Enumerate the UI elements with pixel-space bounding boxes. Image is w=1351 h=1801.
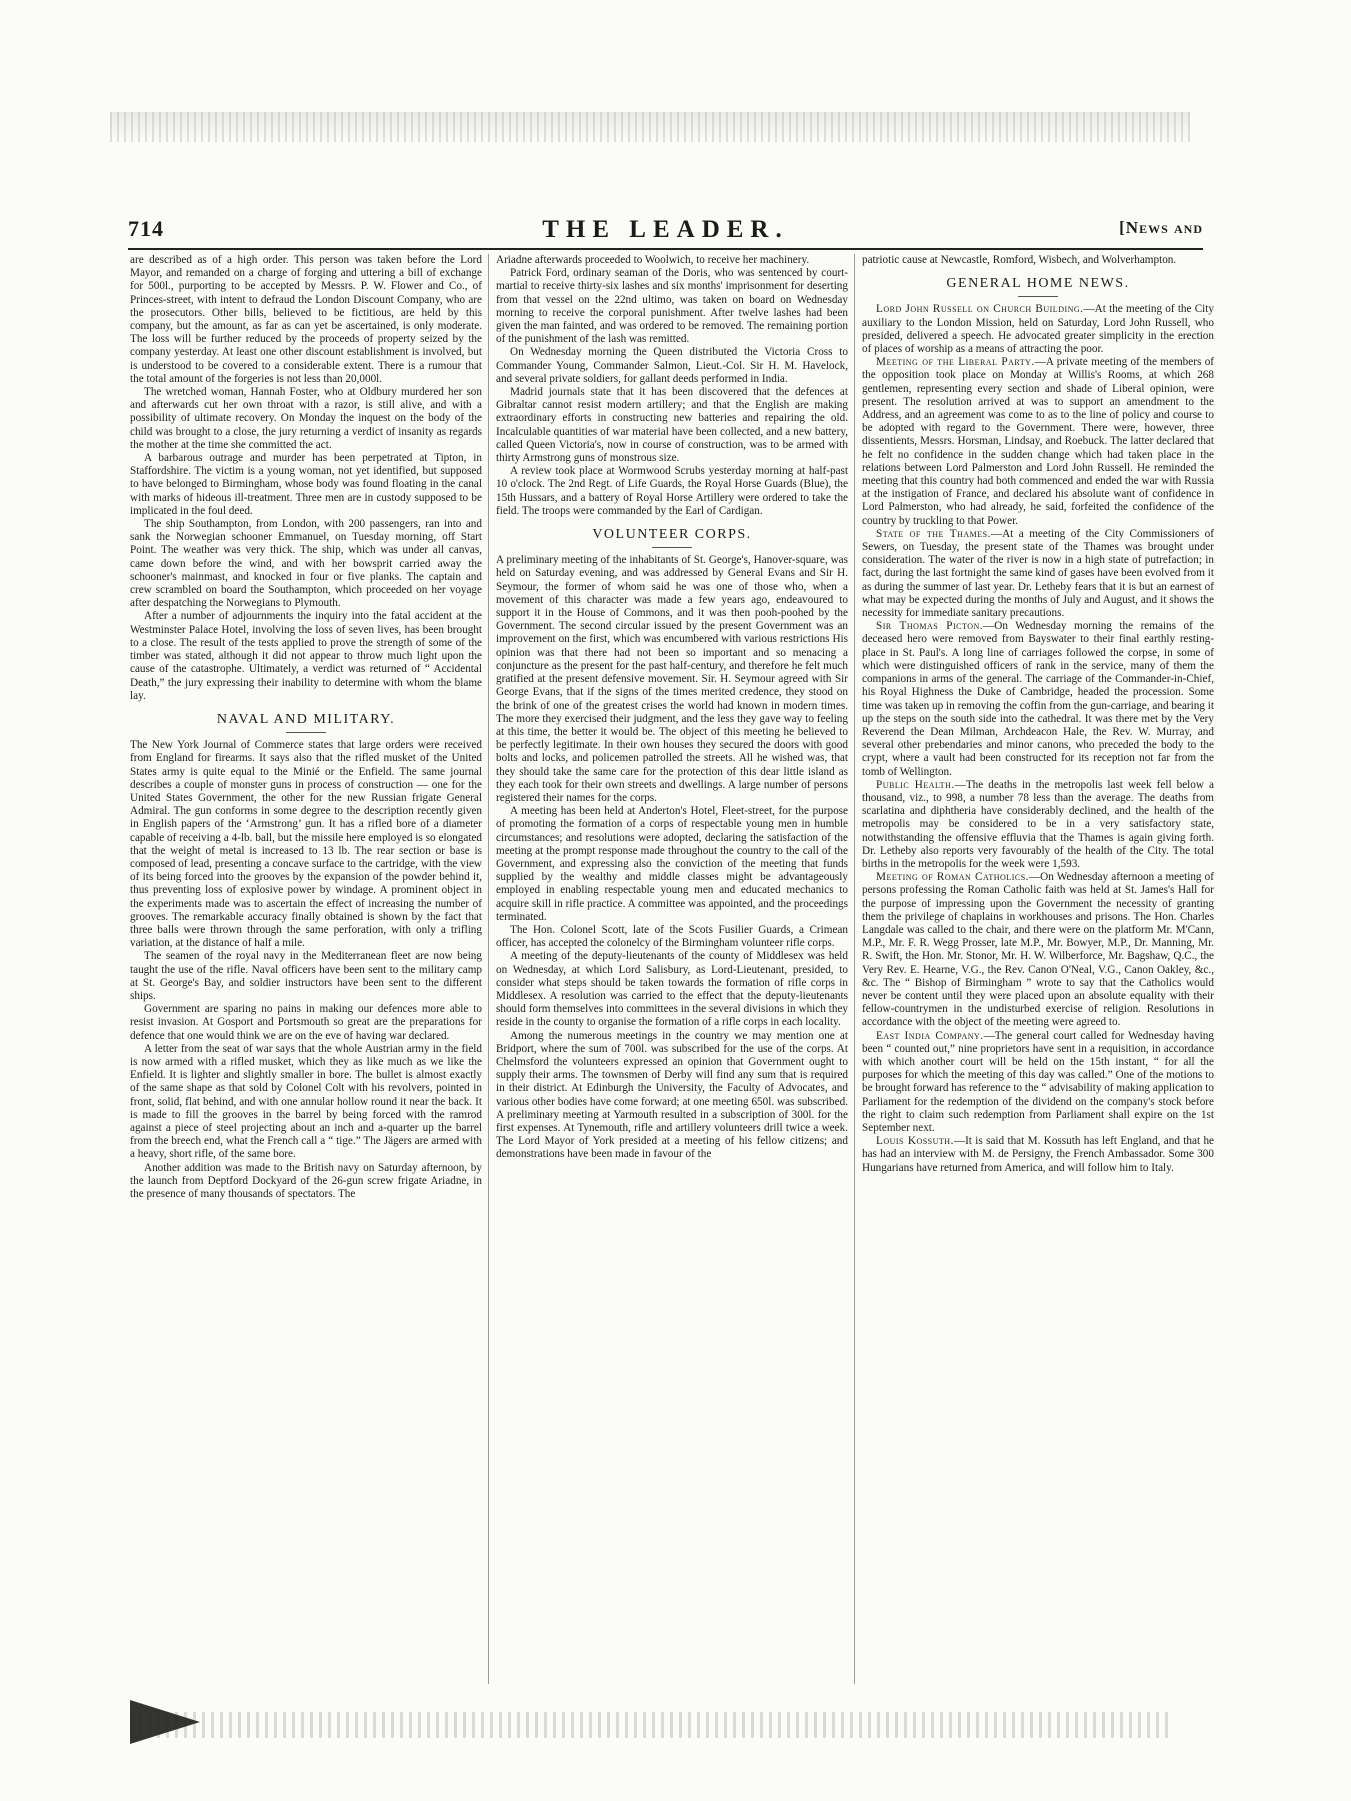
article-paragraph: are described as of a high order. This person was taken before the Lord Mayor, and remanded on a charge of forging and uttering a bill of exchange for 500l., purporting to be accepted by Messrs. P. W. Flower and Co., of Princes-street, with intent to defraud the London Discount Company, who are the prosecutors. Other bills, believed to be fictitious, are held by this company, but the amount, as far as can yet be ascertained, is only moderate. The loss will be further reduced by the proceeds of property seized by the company yesterday. At least one other discount establishment is involved, but is understood to be covered to a considerable extent. There is a rumour that the total amount of the forgeries is not less than 20,000l. [130, 254, 482, 385]
section-heading-naval: NAVAL AND MILITARY. [216, 711, 396, 727]
news-item-title: East India Company. [876, 1029, 984, 1042]
news-item [862, 779, 1214, 871]
article-paragraph: Another addition was made to the British navy on Saturday afternoon, by the launch from Deptford Dockyard of the 26-gun screw frigate Ariadne, in the presence of many thousands of spectators. The [130, 1161, 482, 1201]
news-item-title: State of the Thames. [876, 527, 991, 540]
masthead-rule [128, 248, 1203, 250]
column-3 [862, 254, 1214, 1694]
article-paragraph: On Wednesday morning the Queen distributed the Victoria Cross to Commander Young, Commander Salmon, Lieut.-Col. Sir H. M. Havelock, and several private soldiers, for gallant deeds performed in India. [496, 346, 848, 385]
news-item [862, 871, 1214, 1029]
column-divider [854, 254, 855, 1684]
news-item-body: —The deaths in the metropolis last week fell below a thousand, viz., to 998, a number 78 less than the average. The deaths from scarlatina and diphtheria have considerably declined, and the health of the metropolis may be considered to be in a very satisfactory state, notwithstanding the offensive effluvia that the Thames is again giving forth. Dr. Letheby also reports very favourably of the health of the City. The total births in the metropolis for the week were 1,593. [862, 778, 1214, 870]
news-item-body: —At the meeting of the City auxiliary to the London Mission, held on Saturday, Lord John Russell, who presided, delivered a speech. He advocated greater simplicity in the erection of places of worship as a means of attracting the poor. [862, 303, 1214, 356]
heading-rule [286, 732, 326, 733]
column-divider [488, 254, 489, 1684]
scan-artifact-bottom [130, 1712, 1170, 1738]
news-item [862, 1030, 1214, 1136]
news-item-title: Meeting of Roman Catholics. [876, 871, 1029, 884]
section-label: [News and [1119, 218, 1203, 237]
article-paragraph: Ariadne afterwards proceeded to Woolwich, to receive her machinery. [496, 254, 810, 266]
article-paragraph: Government are sparing no pains in making our defences more able to resist invasion. At Gosport and Portsmouth so great are the preparations for defence that one would think we are on the eve of having war declared. [130, 1003, 482, 1042]
article-paragraph: A letter from the seat of war says that the whole Austrian army in the field is now armed with a rifled musket, which they as like much as we like the Enfield. It is lighter and slightly smaller in bore. The bullet is almost exactly of the same shape as that sold by Colonel Colt with his revolvers, pointed in front, solid, flat behind, and with one annular hollow round it near the back. It is made to fill the grooves in the barrel by being forced with the ramrod against a piece of steel projecting about an inch and a-quarter up the barrel from the breech end, what the French call a “ tige.” The Jägers are armed with a heavy, short rifle, of the same bore. [130, 1042, 482, 1161]
column-2 [496, 254, 848, 1694]
article-paragraph: Among the numerous meetings in the country we may mention one at Bridport, where the sum of 700l. was subscribed for the use of the corps. At Chelmsford the volunteers expressed an opinion that Government ought to supply their arms. The townsmen of Derby will find any sum that is required in their district. At Edinburgh the University, the Faculty of Advocates, and various other bodies have come forward; at one meeting 650l. was subscribed. A preliminary meeting at Yarmouth resulted in a subscription of 300l. for the first expenses. At Tynemouth, rifle and artillery volunteers drill twice a week. The Lord Mayor of York presided at a meeting of his fellow citizens; and demonstrations have been made in favour of the [496, 1029, 848, 1161]
heading-rule [1018, 296, 1058, 297]
masthead [128, 216, 1203, 246]
article-paragraph: Patrick Ford, ordinary seaman of the Doris, who was sentenced by court-martial to receive thirty-six lashes and six months' imprisonment for deserting from that vessel on the 22nd ultimo, was taken on board on Wednesday morning to receive the corporal punishment. After twelve lashes had been given the man fainted, and was ordered to be removed. The remaining portion of the punishment of the lash was remitted. [496, 267, 848, 346]
article-paragraph: Madrid journals state that it has been discovered that the defences at Gibraltar cannot resist modern artillery; and that the English are making extraordinary efforts in constructing new batteries and repairing the old. Incalculable quantities of war material have been collected, and a new battery, called Queen Victoria's, now in course of construction, was to be armed with thirty Armstrong guns of monstrous size. [496, 386, 848, 465]
section-heading-general: GENERAL HOME NEWS. [946, 276, 1130, 292]
article-paragraph: A review took place at Wormwood Scrubs yesterday morning at half-past 10 o'clock. The 2nd Regt. of Life Guards, the Royal Horse Guards (Blue), the 15th Hussars, and a battery of Royal Horse Artillery were ordered to take the field. The troops were commanded by the Earl of Cardigan. [496, 465, 848, 517]
news-item [862, 620, 1214, 778]
news-item [862, 1135, 1214, 1175]
news-item [862, 356, 1214, 528]
scan-artifact-top [110, 112, 1190, 142]
article-paragraph: A meeting has been held at Anderton's Hotel, Fleet-street, for the purpose of promoting the formation of a corps of respectable young men in humble circumstances; and resolutions were adopted, declaring the satisfaction of the meeting at the prompt response made throughout the country to the call of the Government, and expressing also the conviction of the meeting that funds supplied by the wealthy and middle classes might be advantageously employed in enabling respectable young men and educated mechanics to acquire skill in rifle practice. A committee was appointed, and the proceedings terminated. [496, 805, 848, 923]
article-paragraph: The wretched woman, Hannah Foster, who at Oldbury murdered her son and afterwards cut her own throat with a razor, is still alive, and with a possibility of ultimate recovery. On Monday the inquest on the body of the child was brought to a close, the jury returning a verdict of insanity as regards the mother at the time she committed the act. [130, 386, 482, 451]
news-item-body: —The general court called for Wednesday having been “ counted out,” nine proprietors have sent in a requisition, in accordance with which another court will be held on the 15th instant, “ for all the purposes for which the meeting of this day was called.” One of the motions to be brought forward has reference to the “ advisability of making application to Parliament for the redemption of the dividend on the company's stock before the right to claim such redemption from Parliament shall expire on the 1st September next. [862, 1029, 1214, 1134]
news-item-title: Public Health. [876, 778, 955, 791]
news-item-title: Louis Kossuth. [876, 1135, 954, 1148]
news-item-body: —At a meeting of the City Commissioners of Sewers, on Tuesday, the present state of the Thames was brought under consideration. The water of the river is now in a high state of putrefaction; in fact, during the last fortnight the same kind of gases have been evolved from it as during the summer of last year. Dr. Letheby fears that it is but an earnest of what may be expected during the months of July and August, and it shows the necessity for immediate sanitary precautions. [862, 527, 1215, 620]
news-item-body: —On Wednesday afternoon a meeting of persons professing the Roman Catholic faith was held at St. James's Hall for the purpose of impressing upon the Government the necessity of granting them the privilege of chaplains in workhouses and prisons. The Hon. Charles Langdale was called to the chair, and there were on the platform Mr. M'Cann, M.P., Mr. F. R. Wegg Prosser, late M.P., Mr. Bowyer, M.P., Dr. Manning, Mr. R. Swift, the Hon. Mr. Stonor, Mr. H. W. Wilberforce, Mr. Bagshaw, Q.C., the Very Rev. E. Hearne, V.G., the Rev. Canon O'Neal, V.G., Canon Oakley, &c., &c. The “ Bishop of Birmingham ” wrote to say that the Catholics would never be content until they were placed upon an absolute equality with their fellow-countrymen in the undisturbed exercise of religion. Resolutions in accordance with the object of the meeting were agreed to. [862, 871, 1215, 1029]
article-paragraph: The New York Journal of Commerce states that large orders were received from England for firearms. It says also that the rifled musket of the United States army is quite equal to the Minié or the Enfield. The same journal describes a couple of monster guns in process of construction — one for the United States Government, the other for the new Russian frigate General Admiral. The gun conforms in some degree to the description recently given in English papers of the ‘Armstrong’ gun. It has a rifled bore of a diameter capable of receiving a 4-lb. ball, but the missile here employed is so elongated that the weight of metal is increased to 13 lb. The rear section or base is composed of lead, presenting a concave surface to the cartridge, with the view of its being forced into the grooves by the expansion of the powder behind it, thus preventing loss of explosive power by windage. A prominent object in the experiments made was to ascertain the effect of increasing the number of grooves. The remarkable accuracy finally obtained is shown by the fact that three balls were thrown through the same perforation, with only a trifling variation, at the distance of half a mile. [130, 739, 482, 950]
article-paragraph: After a number of adjournments the inquiry into the fatal accident at the Westminster Palace Hotel, involving the loss of seven lives, has been brought to a close. The result of the tests applied to prove the strength of some of the timber was stated, although it did not appear to throw much light upon the cause of the catastrophe. Ultimately, a verdict was returned of “ Accidental Death,” the jury expressing their inability to determine with whom the blame lay. [130, 610, 482, 702]
article-paragraph: The ship Southampton, from London, with 200 passengers, ran into and sank the Norwegian schooner Emmanuel, on Tuesday morning, off Start Point. The weather was very thick. The ship, which was under all canvas, came down before the wind, and with her bowsprit carried away the schooner's mainmast, and knocked in four or five planks. The captain and crew scrambled on board the Southampton, which proceeded on her voyage after despatching the Norwegians to Plymouth. [130, 518, 482, 610]
section-heading-volunteer: VOLUNTEER CORPS. [592, 527, 752, 543]
article-paragraph: A preliminary meeting of the inhabitants of St. George's, Hanover-square, was held on Saturday evening, and was addressed by General Evans and Sir H. Seymour, the former of whom said he was one of those who, when a movement of this character was made a few years ago, endeavoured to support it in the House of Commons, and it was then pooh-poohed by the Government. The second circular issued by the present Government was an improvement on the first, which was encumbered with various restrictions His opinion was that there had not been so important and so menacing a conjuncture as the present for the past half-century, and therefore he felt much gratified at the present defensive movement. Sir. H. Seymour agreed with Sir George Evans, that if the signs of the times merited credence, they stood on the brink of one of the greatest crises the world had known in modern times. The more they exercised their judgment, and the less they gave way to feeling at this time, the better it would be. The object of this meeting he believed to be perfectly legitimate. In their own houses they secured the doors with good bolts and locks, and policemen patrolled the streets. All he wished was, that they should take the same care for the protection of this dear little island as they each took for their own streets and dwellings. A large number of persons registered their names for the corps. [496, 554, 848, 804]
column-1 [130, 254, 482, 1694]
news-item-body: —On Wednesday morning the remains of the deceased hero were removed from Bayswater to their final earthly resting-place in St. Paul's. A long line of carriages followed the corpse, in some of which were distinguished officers of rank in the service, many of them the companions in arms of the general. The carriage of the Commander-in-Chief, his Royal Highness the Duke of Cambridge, headed the procession. Some time was taken up in removing the coffin from the gun-carriage, and bearing it up the steps on the south side into the cathedral. It was there met by the Very Reverend the Dean Milman, Archdeacon Hale, the Rev. W. Murray, and several other prebendaries and minor canons, who preceded the body to the crypt, where a vault had been constructed for its reception not far from the tomb of Wellington. [862, 620, 1214, 778]
news-item-body: —It is said that M. Kossuth has left England, and that he has had an interview with M. de Persigny, the French Ambassador. Some 300 Hungarians have returned from America, and will follow him to Italy. [862, 1135, 1215, 1174]
article-paragraph: The seamen of the royal navy in the Mediterranean fleet are now being taught the use of the rifle. Naval officers have been sent to the military camp at St. George's Bay, and soldier instructors have been sent to the different ships. [130, 950, 482, 1002]
news-item-title: Sir Thomas Picton. [876, 620, 984, 633]
article-paragraph: A barbarous outrage and murder has been perpetrated at Tipton, in Staffordshire. The victim is a young woman, not yet identified, but supposed to have belonged to Birmingham, whose body was found floating in the canal with marks of hideous ill-treatment. Three men are in custody supposed to be implicated in the foul deed. [130, 452, 482, 517]
article-paragraph: The Hon. Colonel Scott, late of the Scots Fusilier Guards, a Crimean officer, has accepted the colonelcy of the Birmingham volunteer rifle corps. [496, 923, 848, 950]
news-item [862, 303, 1214, 356]
page-number: 714 [128, 216, 164, 241]
news-item-title: Lord John Russell on Church Building. [876, 303, 1084, 316]
news-item [862, 528, 1214, 620]
news-item-title: Meeting of the Liberal Party. [876, 356, 1035, 369]
article-paragraph: A meeting of the deputy-lieutenants of the county of Middlesex was held on Wednesday, at which Lord Salisbury, as Lord-Lieutenant, presided, to consider what steps should be taken towards the formation of rifle corps in Middlesex. A resolution was carried to the effect that the deputy-lieutenants should form themselves into committees in the several divisions in which they reside in the county to organise the formation of a rifle corps in each locality. [496, 950, 848, 1029]
article-paragraph: patriotic cause at Newcastle, Romford, Wisbech, and Wolverhampton. [862, 254, 1177, 266]
heading-rule [652, 547, 692, 548]
newspaper-title: THE LEADER. [542, 216, 789, 243]
news-item-body: —A private meeting of the members of the opposition took place on Monday at Willis's Rooms, at which 268 gentlemen, representing every section and shade of Liberal opinion, were present. The resolution arrived at was to support an amendment to the Address, and an agreement was come to as to the line of policy and course to be adopted with regard to the Government. There were, however, three dissentients, Messrs. Horsman, Lindsay, and Roebuck. The latter declared that he felt no confidence in the sudden change which had taken place in the relations between Lord Palmerston and Lord John Russell. He reminded the meeting that this country had both commenced and ended the war with Russia at the instigation of France, and declared his absolute want of confidence in Lord Palmerston, who had already, he said, forfeited the confidence of the country by truckling to that Power. [862, 356, 1215, 527]
